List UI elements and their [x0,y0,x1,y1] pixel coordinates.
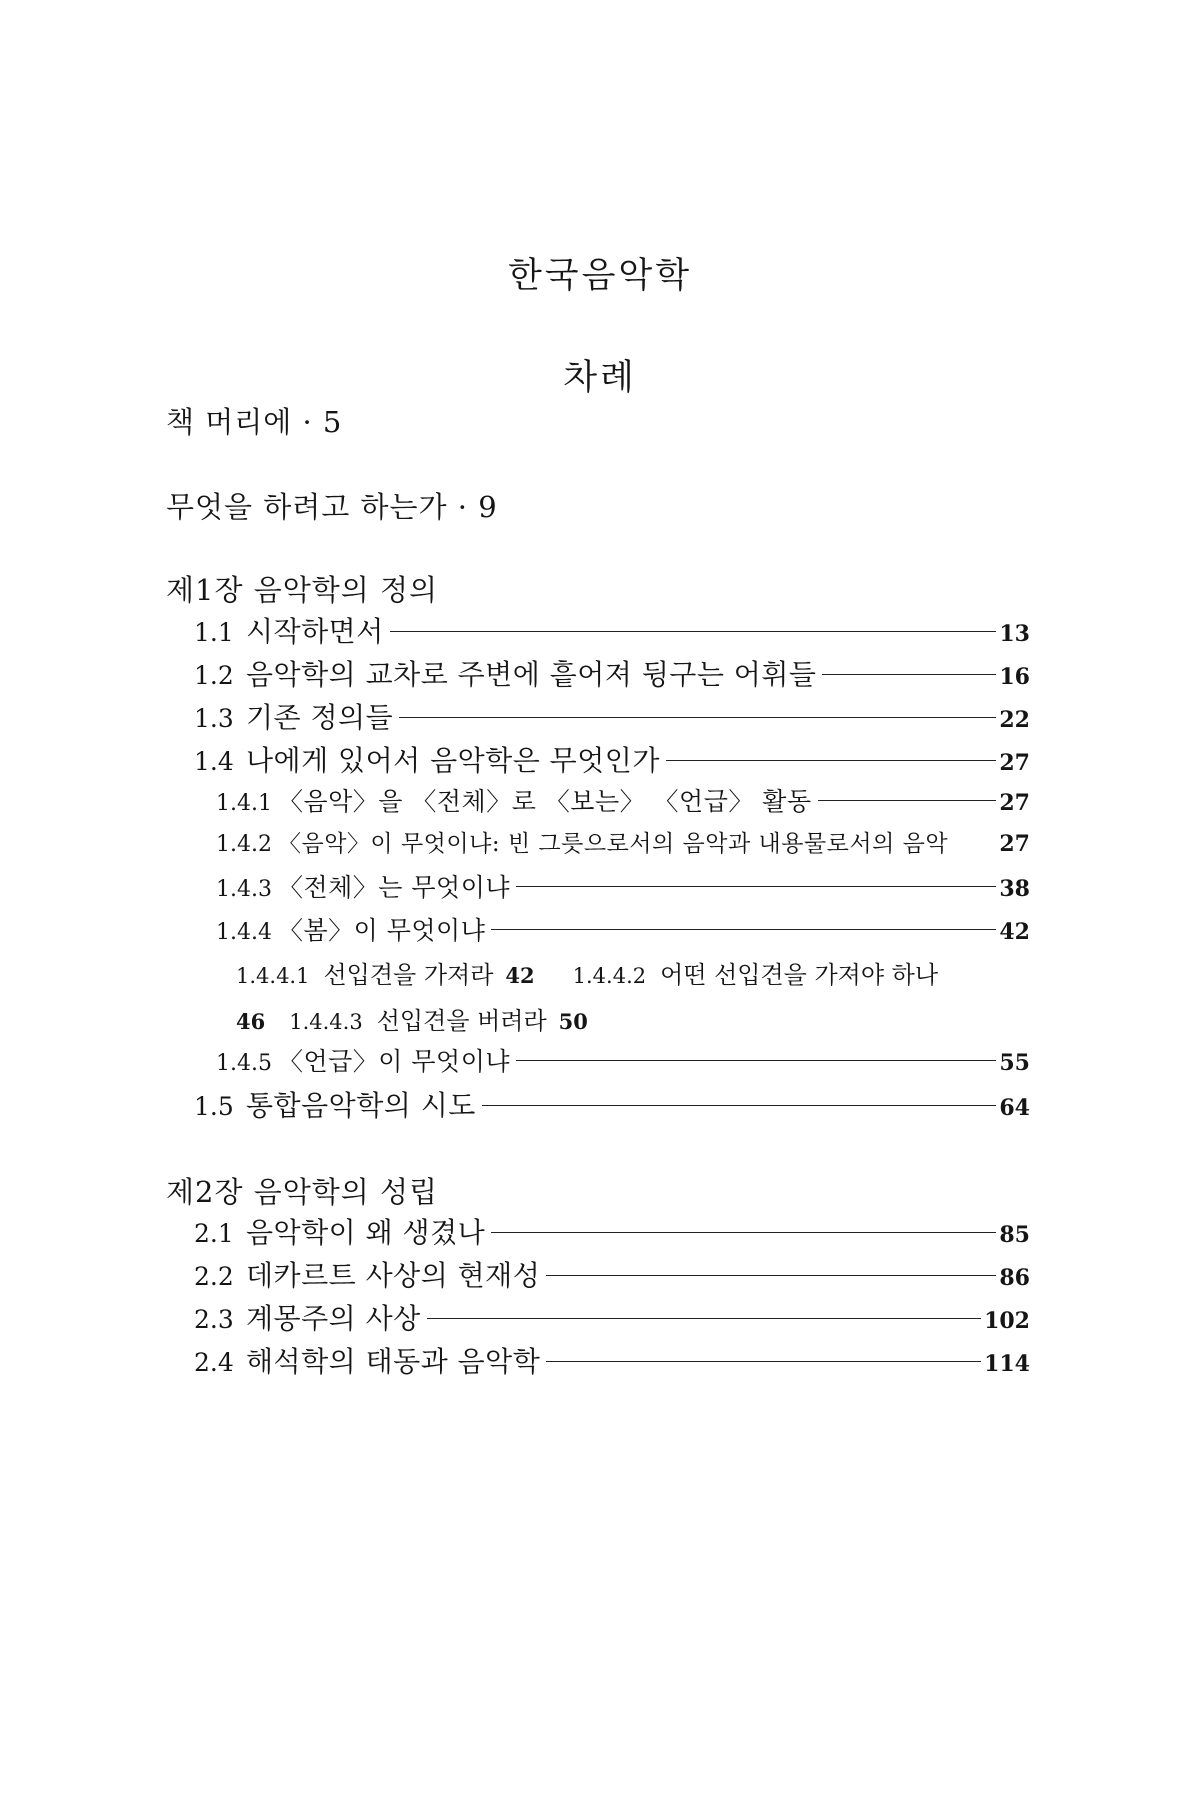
chapter-2-heading[interactable]: 제2장 음악학의 성립 [166,1175,438,1209]
leader-line [482,1105,997,1106]
toc-entry-2-2[interactable] [194,1254,1030,1294]
toc-entry-1-4-1[interactable] [216,782,1030,822]
toc-entry-1-4-4-1[interactable] [236,961,573,989]
entry-label: 〈언급〉이 무엇이냐 [278,1047,510,1076]
leader-line [546,1361,981,1362]
toc-entry-1-4[interactable] [194,739,1030,779]
toc-subentries-line-1 [236,955,1030,990]
entry-label: 시작하면서 [246,615,384,648]
entry-label: 〈음악〉을 〈전체〉로 〈보는〉 〈언급〉 활동 [278,787,812,816]
toc-heading: 차례 [563,358,637,398]
front-matter-intro[interactable]: 무엇을 하려고 하는가 · 9 [166,490,498,524]
entry-label: 선입견을 버려라 [376,1007,547,1035]
leader-line [516,1060,996,1061]
entry-label: 해석학의 태동과 음악학 [246,1345,541,1378]
toc-entry-1-1[interactable] [194,610,1030,650]
toc-entry-1-4-5[interactable] [216,1042,1030,1082]
entry-page: 42 [999,919,1030,945]
toc-entry-1-4-4-3[interactable] [289,1007,626,1035]
leader-line [516,886,996,887]
leader-line [666,760,997,761]
entry-number: 1.2 [194,661,234,690]
entry-page: 114 [984,1351,1030,1377]
entry-page: 27 [999,831,1030,857]
toc-entry-2-1[interactable] [194,1211,1030,1251]
leader-line [546,1275,996,1276]
entry-number: 1.4.4.2 [572,964,647,988]
entry-label: 〈전체〉는 무엇이냐 [278,873,510,902]
entry-page: 86 [999,1265,1030,1291]
entry-page: 16 [999,664,1030,690]
toc-entry-1-2[interactable] [194,653,1030,693]
entry-label: 기존 정의들 [246,701,394,734]
entry-page: 85 [999,1222,1030,1248]
entry-label: 음악학이 왜 생겼나 [246,1216,486,1249]
chapter-1-heading[interactable]: 제1장 음악학의 정의 [166,573,438,607]
leader-line [390,631,997,632]
entry-number: 2.4 [194,1348,234,1377]
leader-line [399,717,996,718]
entry-label: 데카르트 사상의 현재성 [246,1259,541,1292]
entry-number: 2.3 [194,1305,234,1334]
entry-label: 어떤 선입견을 가져야 하나 [660,961,939,989]
leader-line [491,1232,996,1233]
toc-entry-1-4-2[interactable] [216,825,1030,865]
toc-entry-1-3[interactable] [194,696,1030,736]
entry-page: 38 [999,876,1030,902]
leader-line [822,674,996,675]
entry-label: 계몽주의 사상 [246,1302,421,1335]
leader-line [427,1318,981,1319]
entry-number: 1.4.4.3 [289,1010,363,1034]
entry-number: 1.4.5 [216,1051,272,1076]
book-title: 한국음악학 [507,256,693,296]
entry-page: 102 [984,1308,1030,1334]
leader-line [491,929,996,930]
entry-label: 〈봄〉이 무엇이냐 [278,916,486,945]
entry-number: 1.4 [194,747,234,776]
entry-page: 22 [999,707,1030,733]
toc-entry-2-4[interactable] [194,1340,1030,1380]
entry-number: 1.4.1 [216,791,272,816]
leader-line [818,800,997,801]
entry-number: 1.3 [194,704,234,733]
toc-entry-1-4-3[interactable] [216,868,1030,908]
toc-entry-2-3[interactable] [194,1297,1030,1337]
entry-label: 〈음악〉이 무엇이냐: 빈 그릇으로서의 음악과 내용물로서의 음악 [278,831,949,857]
entry-page: 55 [999,1050,1030,1076]
entry-page: 27 [999,790,1030,816]
entry-number: 1.5 [194,1092,234,1121]
entry-number: 1.4.2 [216,832,272,857]
entry-page: 46 [236,1009,266,1034]
toc-entry-1-4-4-2[interactable] [573,961,938,989]
entry-label: 통합음악학의 시도 [246,1089,476,1122]
entry-page: 64 [999,1095,1030,1121]
entry-number: 1.4.4 [216,920,272,945]
entry-number: 2.2 [194,1262,234,1291]
entry-label: 음악학의 교차로 주변에 흩어져 뒹구는 어휘들 [246,658,817,691]
entry-label: 나에게 있어서 음악학은 무엇인가 [246,744,660,777]
entry-page: 50 [558,1009,588,1034]
entry-label: 선입견을 가져라 [323,961,494,989]
entry-number: 1.4.3 [216,877,272,902]
toc-subentries-line-2 [236,1001,1030,1036]
entry-page: 13 [999,621,1030,647]
front-matter-preface[interactable]: 책 머리에 · 5 [166,405,343,439]
toc-entry-1-4-4[interactable] [216,911,1030,951]
entry-number: 1.1 [194,618,234,647]
entry-page: 42 [505,963,535,988]
entry-page: 27 [999,750,1030,776]
entry-number: 2.1 [194,1219,234,1248]
toc-entry-1-5[interactable] [194,1084,1030,1124]
entry-number: 1.4.4.1 [236,964,310,988]
